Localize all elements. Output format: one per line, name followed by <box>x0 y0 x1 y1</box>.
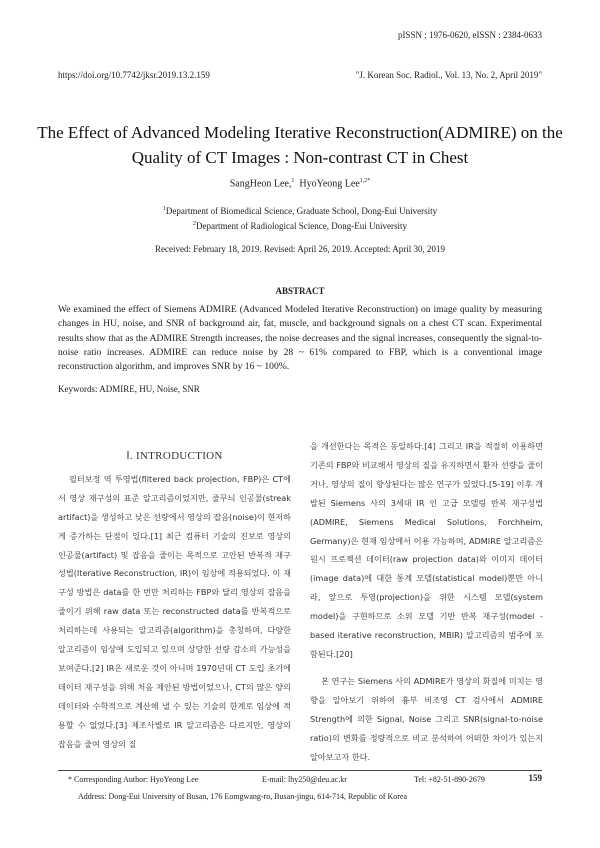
intro-paragraph-2: 을 개선한다는 목적은 동일하다.[4] 그리고 IR을 적절히 이용하면 기존의 FBP와 비교해서 영상의 질을 유지하면서 환자 선량을 줄이거나, 영상의 질이 향상된다는 많은 연구가 있었다.[5-19] 이후 개발된 Siemens 사의 3세대 IR 인 고급 모델링 반복 재구성법(ADMIRE, Siemens Medical Solutions, Forchheim, Germany)은 현재 임상에서 이용 가능하며, ADMIRE 알고리즘은 원시 프로젝션 데이터(raw projection data)와 이미지 데이터(image data)에 대한 통계 모델(statistical model)뿐만 아니라, 앞으로 투영(projection)을 위한 시스템 모델(system model)을 구현하므로 소위 모델 기반 반복 재구성(model - based iterative reconstruction, MBIR) 알고리즘의 범주에 포함된다.[20] <box>310 441 543 659</box>
affiliation-1-mark: 1 <box>162 206 166 212</box>
paper-title: The Effect of Advanced Modeling Iterative Reconstruction(ADMIRE) on the Quality of CT Images : Non-contrast CT in Chest <box>37 123 563 167</box>
affiliation-1-text: Department of Biomedical Science, Graduate School, Dong-Eui University <box>165 206 438 216</box>
corresponding-author: * Corresponding Author: HyoYeong Lee <box>68 775 199 784</box>
keywords: Keywords: ADMIRE, HU, Noise, SNR <box>58 384 200 394</box>
author-1: SangHeon Lee, <box>229 178 292 190</box>
introduction-heading: Ⅰ. INTRODUCTION <box>126 450 223 462</box>
author-email[interactable]: E-mail: lhy250@deu.ac.kr <box>262 775 347 784</box>
author-1-affil: 1 <box>291 178 295 184</box>
intro-paragraph-1: 필터보정 역 투영법(filtered back projection, FBP)은 CT에서 영상 재구성의 표준 알고리즘이었지만, 줄무늬 인공물(streak artifact)을 생성하고 낮은 선량에서 영상의 잡음(noise)이 현저하게 증가하는 단점이 있다.[1] 최근 컴퓨터 기술의 진보로 영상의 인공물(artifact) 및 잡음을 줄이는 목적으로 고안된 반복적 재구성법(Iterative Reconstruction, IR)이 임상에 적용되었다. 이 재구성 방법은 data를 한 번만 처리하는 FBP와 달리 영상의 잡음을 줄이기 위해 raw data 또는 reconstructed data를 반복적으로 처리하는데 사용되는 알고리즘(algorithm)을 총칭하며, 다양한 알고리즘이 임상에 도입되고 있으며 상당한 선량 감소의 가능성을 보여준다.[2] IR은 새로운 것이 아니며 1970년대 CT 도입 초기에 데이터 재구성을 위해 처음 제안된 방법이었으나, CT의 많은 양의 데이터와 수학적으로 계산해 낼 수 있는 기술의 한계로 임상에 적용할 수 없었다.[3] 제조사별로 IR 알고리즘은 다르지만, 영상의 잡음을 줄여 영상의 질 <box>58 473 291 749</box>
author-line <box>0 178 600 189</box>
abstract-text: We examined the effect of Siemens ADMIRE (Advanced Modeled Iterative Reconstruction) on image quality by measuring changes in HU, noise, and SNR of background air, fat, muscle, and background signals on a chest CT scan. Experimental results show that as the ADMIRE Strength increases, the noise decreases and the signal increases, consequently the signal-to-noise ratio increases. ADMIRE can reduce noise by 28 ~ 61% compared to FBP, which is a conventional image reconstruction algorithm, and improves SNR by 16 ~ 100%. <box>58 304 542 373</box>
author-tel: Tel: +82-51-890-2679 <box>414 775 485 784</box>
right-column <box>310 437 543 766</box>
doi-link[interactable]: https://doi.org/10.7742/jksr.2019.13.2.159 <box>58 70 210 80</box>
left-column <box>58 437 291 754</box>
page-number: 159 <box>528 773 542 783</box>
intro-paragraph-3: 본 연구는 Siemens 사의 ADMIRE가 영상의 화질에 미치는 영향을 알아보기 위하여 흉부 비조영 CT 검사에서 ADMIRE Strength에 의한 Signal, Noise 그리고 SNR(signal-to-noise ratio)의 변화를 정량적으로 비교 분석하여 어떠한 차이가 있는지 알아보고자 한다. <box>310 675 543 762</box>
footnote-divider <box>58 770 542 771</box>
corresponding-author-footnote <box>68 775 488 787</box>
journal-citation: "J. Korean Soc. Radiol., Vol. 13, No. 2, April 2019" <box>355 70 542 80</box>
affiliation-2 <box>0 221 600 231</box>
affiliation-2-text: Department of Radiological Science, Dong-Eui University <box>196 221 407 231</box>
abstract-heading: ABSTRACT <box>275 286 325 296</box>
author-address: Address: Dong-Eui University of Busan, 176 Eomgwang-ro, Busan-jingu, 614-714, Republic of Korea <box>78 792 408 801</box>
issn-line: pISSN : 1976-0620, eISSN : 2384-0633 <box>397 30 542 40</box>
affiliation-1 <box>0 206 600 216</box>
author-2-affil: 1,2* <box>359 178 371 184</box>
received-dates: Received: February 18, 2019. Revised: April 26, 2019. Accepted: April 30, 2019 <box>155 244 445 254</box>
affiliation-2-mark: 2 <box>193 221 197 227</box>
author-2: HyoYeong Lee <box>299 178 360 190</box>
